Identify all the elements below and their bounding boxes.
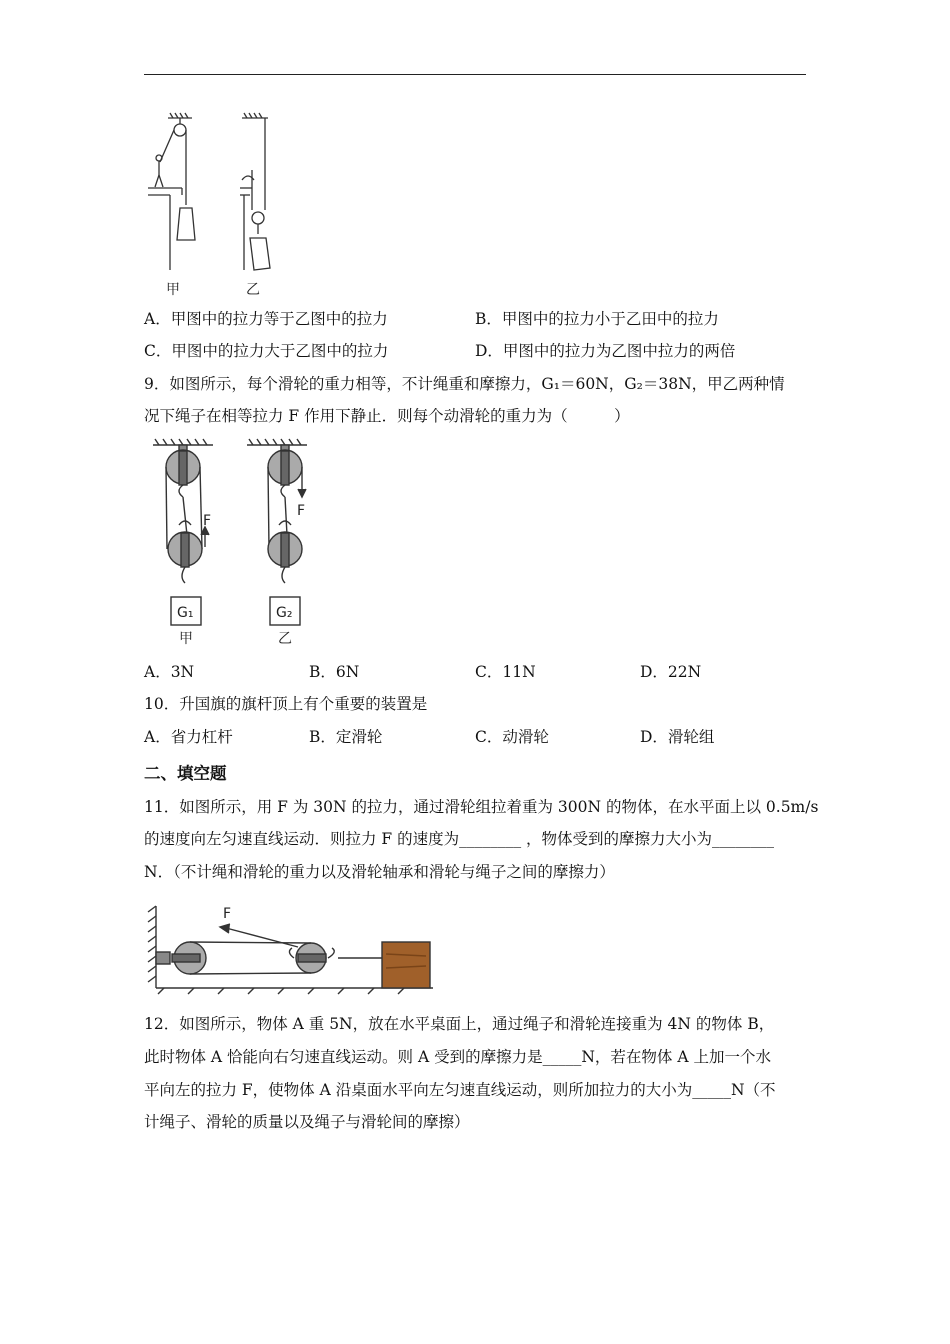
section-title-fill-in: 二、填空题	[144, 764, 227, 783]
q9-option-d: D．22N	[640, 663, 702, 681]
q9-option-c: C．11N	[475, 663, 536, 681]
q10-option-b: B．定滑轮	[309, 728, 383, 746]
q8-label-yi: 乙	[246, 282, 260, 298]
q9-label-yi: 乙	[278, 631, 292, 647]
q9-stem-line1: 9．如图所示，每个滑轮的重力相等，不计绳重和摩擦力，G₁＝60N，G₂＝38N，甲乙两种情	[144, 375, 785, 393]
q11-stem-line2: 的速度向左匀速直线运动．则拉力 F 的速度为________ ，物体受到的摩擦力大小为________	[144, 830, 775, 848]
q9-label-jia: 甲	[179, 631, 193, 647]
q10-option-c: C．动滑轮	[475, 728, 549, 746]
q9-option-a: A．3N	[144, 663, 195, 681]
q11-stem-line1: 11．如图所示，用 F 为 30N 的拉力，通过滑轮组拉着重为 300N 的物体，在水平面上以 0.5m/s	[144, 798, 819, 816]
q9-force-label-jia: F	[203, 513, 212, 529]
q10-option-a: A．省力杠杆	[144, 728, 233, 746]
q12-stem-line4: 计绳子、滑轮的质量以及绳子与滑轮间的摩擦）	[144, 1113, 470, 1131]
q9-weight-g2: G₂	[276, 605, 293, 621]
q9-option-b: B．6N	[309, 663, 360, 681]
q9-stem-line2: 况下绳子在相等拉力 F 作用下静止．则每个动滑轮的重力为（ ）	[144, 407, 630, 425]
q9-force-label-yi: F	[297, 503, 306, 519]
q9-figure	[145, 437, 325, 652]
q11-stem-line3: N．（不计绳和滑轮的重力以及滑轮轴承和滑轮与绳子之间的摩擦力）	[144, 863, 615, 881]
q9-weight-g1: G₁	[177, 605, 194, 621]
q8-option-d: D．甲图中的拉力为乙图中拉力的两倍	[475, 342, 736, 360]
q12-stem-line2: 此时物体 A 恰能向右匀速直线运动。则 A 受到的摩擦力是_____N，若在物体 A 上加一个水	[144, 1048, 771, 1066]
q12-stem-line3: 平向左的拉力 F，使物体 A 沿桌面水平向左匀速直线运动，则所加拉力的大小为_____N（不	[144, 1081, 776, 1099]
q10-stem: 10．升国旗的旗杆顶上有个重要的装置是	[144, 695, 428, 713]
q8-option-b: B．甲图中的拉力小于乙田中的拉力	[475, 310, 719, 328]
q8-option-c: C．甲图中的拉力大于乙图中的拉力	[144, 342, 389, 360]
q11-figure	[148, 902, 438, 998]
q11-force-label: F	[223, 906, 232, 922]
q8-option-a: A．甲图中的拉力等于乙图中的拉力	[144, 310, 388, 328]
header-rule	[144, 74, 806, 75]
q8-label-jia: 甲	[166, 282, 180, 298]
q10-option-d: D．滑轮组	[640, 728, 715, 746]
q8-figure	[140, 110, 280, 300]
q12-stem-line1: 12．如图所示，物体 A 重 5N，放在水平桌面上，通过绳子和滑轮连接重为 4N 的物体 B，	[144, 1015, 775, 1033]
